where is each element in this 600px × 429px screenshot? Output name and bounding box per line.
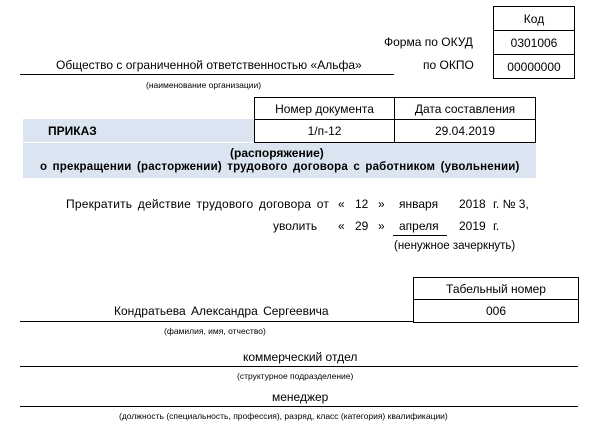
quote-open-1: « (338, 197, 345, 211)
doc-number-header: Номер документа (275, 101, 374, 116)
doc-date-value: 29.04.2019 (434, 124, 496, 138)
department: коммерческий отдел (243, 350, 358, 364)
position-caption: (должность (специальность, профессия), разряд, класс (категория) квалификации) (119, 411, 448, 421)
doc-number-value-cell (254, 119, 395, 143)
doc-number-value: 1/п-12 (307, 124, 342, 138)
tab-number-header: Табельный номер (446, 281, 546, 296)
disposition-title: (распоряжение) (230, 146, 324, 160)
doc-date-header: Дата составления (414, 101, 516, 116)
okpo-value: 00000000 (507, 59, 561, 74)
month-1: января (399, 197, 439, 211)
code-header-cell (493, 6, 575, 31)
employee-name-underline (20, 321, 413, 322)
terminate-text: Прекратить действие трудового договора от (66, 197, 330, 211)
department-underline (20, 366, 578, 367)
tab-number-value: 006 (485, 304, 507, 318)
doc-date-header-cell (394, 97, 536, 120)
organization-caption: (наименование организации) (146, 80, 262, 90)
doc-date-value-cell (394, 119, 536, 143)
okpo-label: по ОКПО (423, 58, 474, 72)
year-2: 2019 (459, 219, 486, 233)
quote-close-2: » (378, 219, 385, 233)
tab-number-header-cell (413, 277, 579, 300)
employee-name: Кондратьева Александра Сергеевича (114, 304, 329, 318)
year-1: 2018 (459, 197, 486, 211)
code-header: Код (523, 11, 545, 26)
day-1: 12 (355, 197, 369, 211)
department-caption: (структурное подразделение) (237, 371, 354, 381)
contract-suffix: г. № 3, (493, 197, 529, 211)
tab-number-value-cell (413, 299, 579, 323)
month-2: апреля (399, 219, 439, 233)
quote-close-1: » (378, 197, 385, 211)
day-2: 29 (355, 219, 369, 233)
order-title: ПРИКАЗ (48, 124, 97, 138)
dismiss-text: уволить (273, 219, 318, 233)
organization-name: Общество с ограниченной ответственностью «Альфа» (56, 58, 362, 72)
employee-name-caption: (фамилия, имя, отчество) (164, 326, 266, 336)
organization-underline (20, 74, 394, 75)
position-underline (20, 406, 578, 407)
okpo-value-cell (493, 54, 575, 79)
position: менеджер (272, 390, 329, 404)
month-2-underline (393, 235, 447, 236)
okud-value-cell (493, 30, 575, 55)
subject-title: о прекращении (расторжении) трудового договора с работником (увольнении) (40, 161, 520, 173)
strike-note: (ненужное зачеркнуть) (394, 240, 516, 252)
doc-number-header-cell (254, 97, 395, 120)
quote-open-2: « (338, 219, 345, 233)
okud-label: Форма по ОКУД (384, 35, 473, 49)
okud-value: 0301006 (510, 35, 558, 50)
dismiss-suffix: г. (493, 219, 500, 233)
